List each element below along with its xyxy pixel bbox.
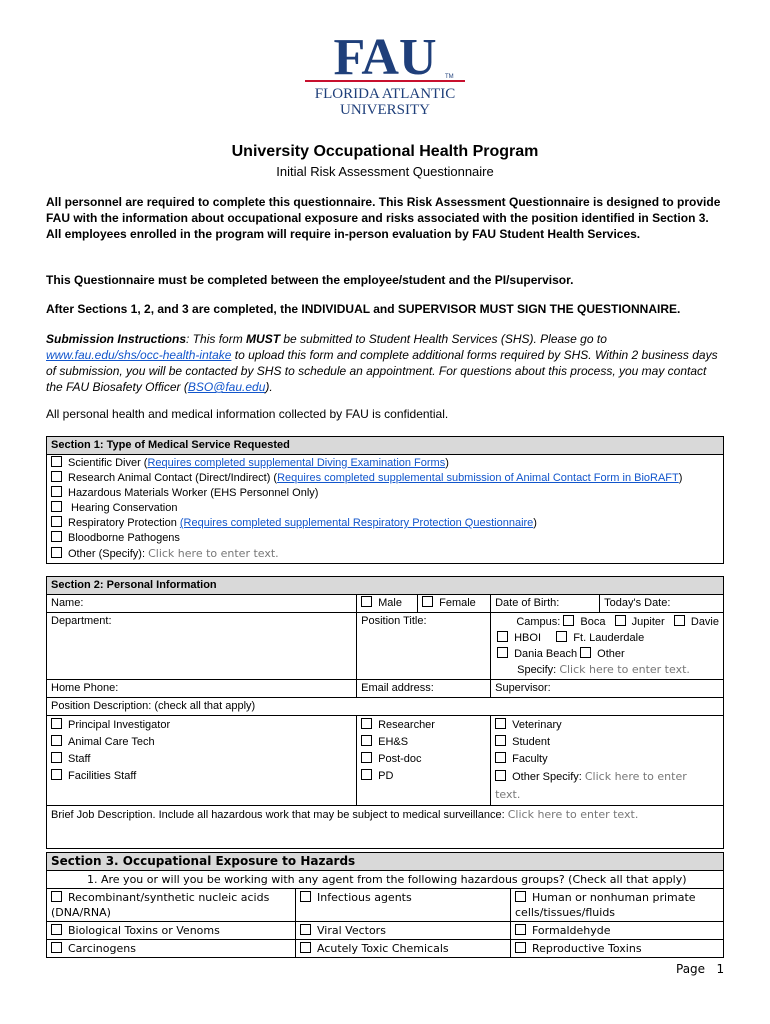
checkbox[interactable] (580, 647, 591, 658)
checkbox[interactable] (51, 547, 62, 558)
checkbox[interactable] (51, 924, 62, 935)
checkbox[interactable] (51, 486, 62, 497)
submission-instructions (46, 331, 726, 395)
checkbox[interactable] (51, 531, 62, 542)
section-2-header: Section 2: Personal Information (47, 577, 724, 595)
bso-email-link[interactable]: BSO@fau.edu (187, 380, 266, 394)
checkbox[interactable] (361, 718, 372, 729)
checkbox[interactable] (51, 456, 62, 467)
section-3-question-1: 1. Are you or will you be working with any agent from the following hazardous groups? (Check all that apply) (47, 871, 724, 889)
brief-job-description[interactable]: Brief Job Description. Include all hazardous work that may be subject to medical surveillance: Click here to enter text. (47, 806, 724, 849)
submission-text-d: ). (265, 380, 273, 394)
hazard-option[interactable]: Acutely Toxic Chemicals (296, 940, 511, 958)
supervisor-field[interactable]: Supervisor: (491, 680, 724, 698)
hazard-option[interactable]: Infectious agents (296, 889, 511, 922)
position-col-2 (357, 716, 491, 806)
checkbox[interactable] (556, 631, 567, 642)
checkbox[interactable] (361, 769, 372, 780)
position-option-other[interactable]: Other Specify: Click here to enter (495, 768, 719, 786)
name-field[interactable]: Name: (47, 595, 357, 613)
section-1-item[interactable]: Research Animal Contact (Direct/Indirect) (Requires completed supplemental submission of Animal Contact Form in BioRAFT) (51, 471, 719, 486)
section-1-item[interactable]: Respiratory Protection (Requires completed supplemental Respiratory Protection Questionnaire) (51, 516, 719, 531)
checkbox[interactable] (51, 942, 62, 953)
position-option[interactable]: Facilities Staff (51, 768, 352, 785)
checkbox[interactable] (615, 615, 626, 626)
position-option[interactable]: Veterinary (495, 717, 719, 734)
logo-line2: UNIVERSITY (340, 102, 430, 118)
position-option[interactable]: Post-doc (361, 751, 486, 768)
intro-paragraph-1: All personnel are required to complete this questionnaire. This Risk Assessment Questionnaire is designed to provide FAU with the information about occupational exposure and risks associated with the position identified in Section 3. All employees enrolled in the program will require in-person evaluation by FAU Student Health Services. (46, 195, 721, 241)
checkbox[interactable] (361, 596, 372, 607)
checkbox[interactable] (422, 596, 433, 607)
logo-main-text: FAU (333, 29, 437, 86)
checkbox[interactable] (51, 718, 62, 729)
section-3-table (46, 852, 724, 958)
checkbox[interactable] (361, 735, 372, 746)
checkbox[interactable] (495, 735, 506, 746)
position-other-input[interactable]: Click here to enter (584, 770, 687, 783)
position-other-input-wrap[interactable]: text. (495, 788, 521, 801)
checkbox[interactable] (495, 718, 506, 729)
section-1-item[interactable]: Bloodborne Pathogens (51, 531, 719, 546)
checkbox[interactable] (515, 891, 526, 902)
hazard-option[interactable]: Reproductive Toxins (511, 940, 724, 958)
confidentiality-note: All personal health and medical information collected by FAU is confidential. (46, 407, 449, 421)
submission-text-a: : This form (186, 332, 247, 346)
position-option[interactable]: Staff (51, 751, 352, 768)
position-option[interactable]: Faculty (495, 751, 719, 768)
hazard-option[interactable]: Viral Vectors (296, 922, 511, 940)
section-2-table (46, 576, 724, 849)
checkbox[interactable] (300, 942, 311, 953)
submission-text-c: to upload this form and complete additional forms required by SHS. Within 2 business days of submission, you will be contacted by SHS to schedule an appointment. For questions about this process, you may contact the FAU Biosafety Officer ( (46, 348, 718, 394)
female-option[interactable]: Female (418, 595, 491, 613)
hazard-option[interactable]: Recombinant/synthetic nucleic acids (DNA/RNA) (47, 889, 296, 922)
campus-specify-input[interactable]: Click here to enter text. (559, 663, 690, 676)
section-1-header: Section 1: Type of Medical Service Requested (47, 437, 724, 455)
checkbox[interactable] (300, 891, 311, 902)
checkbox[interactable] (497, 647, 508, 658)
checkbox[interactable] (51, 471, 62, 482)
section-1-item[interactable]: Hazardous Materials Worker (EHS Personnel Only) (51, 486, 719, 501)
page-subtitle: Initial Risk Assessment Questionnaire (276, 164, 494, 179)
section-1-table (46, 436, 724, 564)
hazard-option[interactable]: Biological Toxins or Venoms (47, 922, 296, 940)
logo-tm: TM (445, 74, 454, 80)
checkbox[interactable] (51, 752, 62, 763)
position-title-field[interactable]: Position Title: (357, 613, 491, 680)
checkbox[interactable] (51, 891, 62, 902)
intro-paragraph-3: After Sections 1, 2, and 3 are completed, the INDIVIDUAL and SUPERVISOR MUST SIGN THE QUESTIONNAIRE. (46, 302, 681, 316)
checkbox[interactable] (495, 770, 506, 781)
section-1-other[interactable]: Other (Specify): Click here to enter text. (51, 546, 719, 562)
position-option[interactable]: EH&S (361, 734, 486, 751)
position-col-3 (491, 716, 724, 806)
intro-paragraph-2: This Questionnaire must be completed between the employee/student and the PI/supervisor. (46, 273, 574, 287)
hazard-option[interactable]: Carcinogens (47, 940, 296, 958)
checkbox[interactable] (51, 516, 62, 527)
logo-line1: FLORIDA ATLANTIC (314, 86, 456, 102)
section-3-header: Section 3. Occupational Exposure to Hazards (47, 853, 724, 871)
checkbox[interactable] (674, 615, 685, 626)
checkbox[interactable] (300, 924, 311, 935)
submission-text-b: be submitted to Student Health Services (SHS). Please go to (280, 332, 607, 346)
page-number: Page 1 (676, 962, 725, 976)
shs-intake-link[interactable]: www.fau.edu/shs/occ-health-intake (46, 348, 232, 362)
submission-label: Submission Instructions (46, 332, 187, 346)
checkbox[interactable] (497, 631, 508, 642)
checkbox[interactable] (51, 501, 62, 512)
other-specify-input[interactable]: Click here to enter text. (148, 547, 279, 560)
respiratory-link[interactable]: (Requires completed supplemental Respiratory Protection Questionnaire (179, 517, 534, 529)
position-option[interactable]: Student (495, 734, 719, 751)
today-date-field[interactable]: Today's Date: (600, 595, 724, 613)
diving-forms-link[interactable]: Requires completed supplemental Diving Examination Forms (147, 457, 446, 469)
submission-must: MUST (246, 332, 281, 346)
section-1-item[interactable]: Scientific Diver (Requires completed supplemental Diving Examination Forms) (51, 456, 719, 471)
checkbox[interactable] (51, 735, 62, 746)
campus-field: Campus: Boca Jupiter Davie HBOI Ft. Lauderdale Dania Beach Other Specify: Click here to enter text. (491, 613, 724, 680)
position-option[interactable]: Researcher (361, 717, 486, 734)
position-option[interactable]: Animal Care Tech (51, 734, 352, 751)
position-option[interactable]: PD (361, 768, 486, 785)
checkbox[interactable] (563, 615, 574, 626)
page-title: University Occupational Health Program (231, 143, 539, 160)
department-field[interactable]: Department: (47, 613, 357, 680)
male-option[interactable]: Male (357, 595, 418, 613)
position-description-label: Position Description: (check all that apply) (47, 698, 724, 716)
email-field[interactable]: Email address: (357, 680, 491, 698)
hazard-option[interactable]: Formaldehyde (511, 922, 724, 940)
checkbox[interactable] (515, 924, 526, 935)
dob-field[interactable]: Date of Birth: (491, 595, 600, 613)
animal-contact-link[interactable]: Requires completed supplemental submission of Animal Contact Form in BioRAFT (277, 472, 679, 484)
section-1-item[interactable]: Hearing Conservation (51, 501, 719, 516)
checkbox[interactable] (515, 942, 526, 953)
section-1-body (47, 455, 724, 564)
checkbox[interactable] (495, 752, 506, 763)
position-option[interactable]: Principal Investigator (51, 717, 352, 734)
checkbox[interactable] (361, 752, 372, 763)
fau-logo (295, 18, 475, 128)
checkbox[interactable] (51, 769, 62, 780)
fau-logo-graphic (295, 18, 475, 128)
job-description-input[interactable]: Click here to enter text. (507, 808, 639, 821)
home-phone-field[interactable]: Home Phone: (47, 680, 357, 698)
hazard-option[interactable]: Human or nonhuman primate cells/tissues/fluids (511, 889, 724, 922)
position-col-1 (47, 716, 357, 806)
